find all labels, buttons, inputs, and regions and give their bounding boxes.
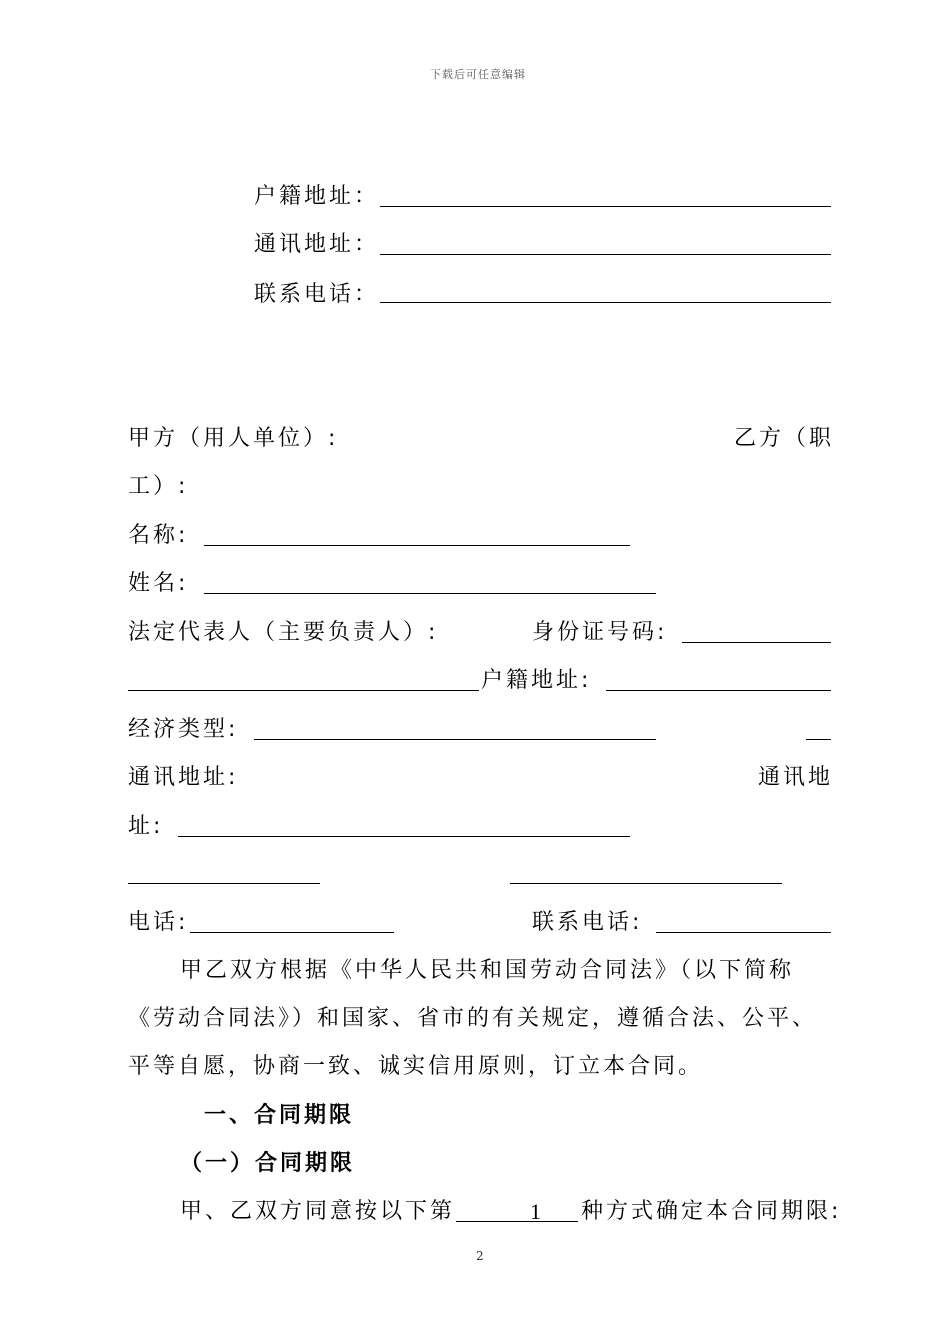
phone-b-line[interactable] <box>656 932 831 933</box>
term-choice-value[interactable]: 1 <box>530 1199 541 1224</box>
id-number-label: 身份证号码: <box>532 620 668 645</box>
hukou-address-label-b: 户籍地址: <box>481 668 592 693</box>
mailing-address-b-line[interactable] <box>178 836 630 837</box>
full-name-line[interactable] <box>204 593 656 594</box>
name-line[interactable] <box>204 545 630 546</box>
term-sentence-after: 种方式确定本合同期限: <box>581 1199 842 1224</box>
short-blank-line[interactable] <box>806 739 831 740</box>
term-sentence-before: 甲、乙双方同意按以下第 <box>180 1199 456 1224</box>
hukou-address-line-b[interactable] <box>606 690 831 691</box>
legal-rep-label: 法定代表人（主要负责人）: <box>128 620 439 645</box>
party-a-label: 甲方（用人单位）: <box>128 426 339 451</box>
id-number-line[interactable] <box>682 642 831 643</box>
party-b-label-cont: 工）: <box>128 474 189 499</box>
full-name-label: 姓名: <box>128 571 189 596</box>
subsection-heading: （一）合同期限 <box>180 1151 356 1176</box>
mailing-address-b-label: 通讯地 <box>758 765 834 790</box>
party-b-label: 乙方（职 <box>734 426 835 451</box>
page-header: 下载后可任意编辑 <box>430 68 526 81</box>
name-label: 名称: <box>128 523 189 548</box>
phone-line[interactable] <box>380 302 831 303</box>
page-number: 2 <box>476 1249 484 1263</box>
mailing-address-b-label-cont: 址: <box>128 814 164 839</box>
mailing-address-label: 通讯地址： <box>254 232 380 257</box>
mailing-address-a-line[interactable] <box>128 883 320 884</box>
phone-label: 联系电话： <box>254 282 380 307</box>
phone-b-label: 联系电话: <box>532 910 643 935</box>
mailing-address-a-label: 通讯地址: <box>128 765 239 790</box>
paragraph-line-3: 平等自愿，协商一致、诚实信用原则，订立本合同。 <box>128 1054 704 1079</box>
hukou-address-line[interactable] <box>380 206 831 207</box>
economic-type-line[interactable] <box>254 739 656 740</box>
mailing-address-line[interactable] <box>380 254 831 255</box>
phone-a-label: 电话: <box>128 910 189 935</box>
legal-rep-line[interactable] <box>128 690 479 691</box>
term-choice-line[interactable] <box>456 1221 578 1222</box>
phone-a-line[interactable] <box>190 932 394 933</box>
paragraph-line-2: 《劳动合同法》）和国家、省市的有关规定，遵循合法、公平、 <box>128 1006 818 1031</box>
economic-type-label: 经济类型: <box>128 717 239 742</box>
section-heading: 一、合同期限 <box>204 1103 355 1128</box>
paragraph-line-1: 甲乙双方根据《中华人民共和国劳动合同法》（以下简称 <box>180 958 795 983</box>
mailing-address-b-line-2[interactable] <box>510 883 782 884</box>
hukou-address-label: 户籍地址： <box>254 184 380 209</box>
